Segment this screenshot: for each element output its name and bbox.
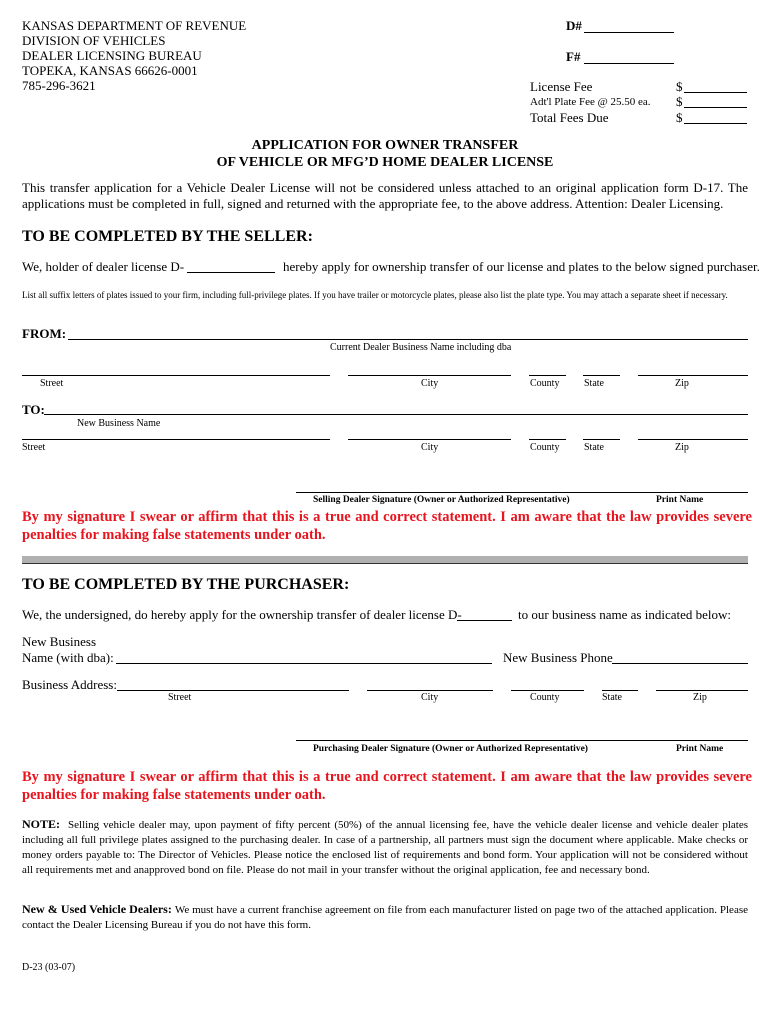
apply-prefix: We, the undersigned, do hereby apply for the ownership transfer of dealer license D-: [22, 607, 462, 622]
purchaser-county-field[interactable]: [511, 690, 584, 691]
title-line: OF VEHICLE OR MFG’D HOME DEALER LICENSE: [216, 155, 554, 170]
to-county-field[interactable]: [529, 439, 566, 440]
zip-caption: Zip: [675, 378, 689, 389]
d-number-label: D#: [566, 18, 582, 33]
f-number-field[interactable]: [584, 63, 674, 64]
zip-caption: Zip: [693, 692, 707, 703]
purchaser-zip-field[interactable]: [656, 690, 748, 691]
purchaser-state-field[interactable]: [602, 690, 638, 691]
title-line: APPLICATION FOR OWNER TRANSFER: [251, 138, 519, 153]
state-caption: State: [584, 378, 604, 389]
suffix-note-b: If you have trailer or motorcycle plates, please also list the plate type. You may attach a separate sheet if necessary.: [314, 290, 728, 300]
new-business-line: New Business: [22, 634, 97, 649]
street-caption: Street: [40, 378, 64, 389]
street-caption: Street: [168, 692, 192, 703]
new-business-name-field[interactable]: [116, 663, 492, 664]
plate-fee-label: Adt'l Plate Fee @ 25.50 ea.: [530, 96, 651, 108]
seller-heading: TO BE COMPLETED BY THE SELLER:: [22, 228, 313, 245]
agency-line: KANSAS DEPARTMENT OF REVENUE: [22, 18, 247, 33]
purchaser-signature-caption: Purchasing Dealer Signature (Owner or Authorized Representative): [313, 744, 588, 754]
city-caption: City: [421, 378, 439, 389]
to-label: TO:: [22, 402, 45, 417]
plate-fee-field[interactable]: [684, 107, 747, 108]
county-caption: County: [530, 442, 560, 453]
purchaser-print-name-caption: Print Name: [676, 744, 724, 754]
agency-line: DEALER LICENSING BUREAU: [22, 48, 202, 63]
holder-prefix: We, holder of dealer license D-: [22, 259, 185, 274]
from-caption: Current Dealer Business Name including dba: [330, 342, 512, 353]
form-number: D-23 (03-07): [22, 962, 76, 973]
seller-oath: By my signature I swear or affirm that this is a true and correct statement. I am aware that the law provides severe penalties for making false statements under oath.: [22, 509, 752, 543]
from-state-field[interactable]: [583, 375, 620, 376]
from-zip-field[interactable]: [638, 375, 748, 376]
d-number-field[interactable]: [584, 32, 674, 33]
purchaser-signature-field[interactable]: [296, 740, 748, 741]
county-caption: County: [530, 692, 560, 703]
total-fee-label: Total Fees Due: [530, 110, 609, 125]
from-city-field[interactable]: [348, 375, 511, 376]
license-fee-field[interactable]: [684, 92, 747, 93]
state-caption: State: [584, 442, 604, 453]
purchaser-heading: TO BE COMPLETED BY THE PURCHASER:: [22, 576, 350, 593]
license-fee-label: License Fee: [530, 79, 593, 94]
seller-signature-field[interactable]: [296, 492, 748, 493]
from-business-name-field[interactable]: [68, 339, 748, 340]
agency-line: DIVISION OF VEHICLES: [22, 33, 166, 48]
dealers-text: We must have a current franchise agreement on file from each manufacturer listed on page two of the attached application. Please contact the Dealer Licensing Bureau if you do not have this form.: [22, 904, 748, 931]
new-business-phone-field[interactable]: [612, 663, 748, 664]
dealers-paragraph: [22, 902, 748, 933]
county-caption: County: [530, 378, 560, 389]
new-business-line: Name (with dba):: [22, 650, 114, 665]
dollar-sign: $: [676, 110, 683, 125]
to-caption: New Business Name: [77, 418, 161, 429]
city-caption: City: [421, 442, 439, 453]
from-street-field[interactable]: [22, 375, 330, 376]
purchaser-license-field[interactable]: [457, 620, 512, 621]
city-caption: City: [421, 692, 439, 703]
suffix-note: [22, 289, 748, 301]
suffix-note-a: List all suffix letters of plates issued to your firm, including full-privilege plates.: [22, 290, 312, 300]
dollar-sign: $: [676, 79, 683, 94]
note-text: Selling vehicle dealer may, upon payment of fifty percent (50%) of the annual licensing fee, have the vehicle dealer license and vehicle dealer plates including all full privilege plates assigned to the purchasing dealer. In case of a partnership, all partners must sign the document where applicable. Make checks or money orders payable to: The Director of Vehicles. Please notice the enclosed list of requirements and bond form. Your application will not be considered without all requirements met and anapproved bond on file. Please do not mail in your transfer without the original application, fee and necessary bond.: [22, 819, 748, 876]
agency-block: [22, 18, 246, 93]
state-caption: State: [602, 692, 622, 703]
purchaser-city-field[interactable]: [367, 690, 493, 691]
to-city-field[interactable]: [348, 439, 511, 440]
dollar-sign: $: [676, 94, 683, 109]
phone-label: New Business Phone: [503, 650, 613, 665]
to-business-name-field[interactable]: [44, 414, 748, 415]
address-label: Business Address:: [22, 677, 117, 692]
purchaser-street-field[interactable]: [117, 690, 349, 691]
apply-suffix: to our business name as indicated below:: [518, 607, 732, 622]
agency-line: TOPEKA, KANSAS 66626-0001: [22, 63, 198, 78]
to-street-field[interactable]: [22, 439, 330, 440]
f-number-label: F#: [566, 49, 581, 64]
to-state-field[interactable]: [583, 439, 620, 440]
agency-line: 785-296-3621: [22, 78, 96, 93]
street-caption: Street: [22, 442, 46, 453]
total-fee-field[interactable]: [684, 123, 747, 124]
form-title: [0, 137, 770, 171]
seller-print-name-caption: Print Name: [656, 495, 704, 505]
note-paragraph: [22, 817, 748, 878]
seller-license-field[interactable]: [187, 272, 275, 273]
dealers-label: New & Used Vehicle Dealers:: [22, 902, 172, 916]
holder-suffix: hereby apply for ownership transfer of our license and plates to the below signed purchaser.: [283, 259, 760, 274]
from-county-field[interactable]: [529, 375, 566, 376]
intro-paragraph: This transfer application for a Vehicle Dealer License will not be considered unless attached to an original application form D-17. The applications must be completed in full, signed and returned with the appropriate fee, to the above address. Attention: Dealer Licensing.: [22, 180, 748, 211]
zip-caption: Zip: [675, 442, 689, 453]
purchaser-oath: By my signature I swear or affirm that this is a true and correct statement. I am aware that the law provides severe penalties for making false statements under oath.: [22, 769, 752, 803]
from-label: FROM:: [22, 326, 67, 341]
to-zip-field[interactable]: [638, 439, 748, 440]
new-business-label: [22, 634, 114, 666]
note-label: NOTE:: [22, 817, 61, 831]
section-divider: [22, 556, 748, 564]
seller-signature-caption: Selling Dealer Signature (Owner or Authorized Representative): [313, 495, 570, 505]
